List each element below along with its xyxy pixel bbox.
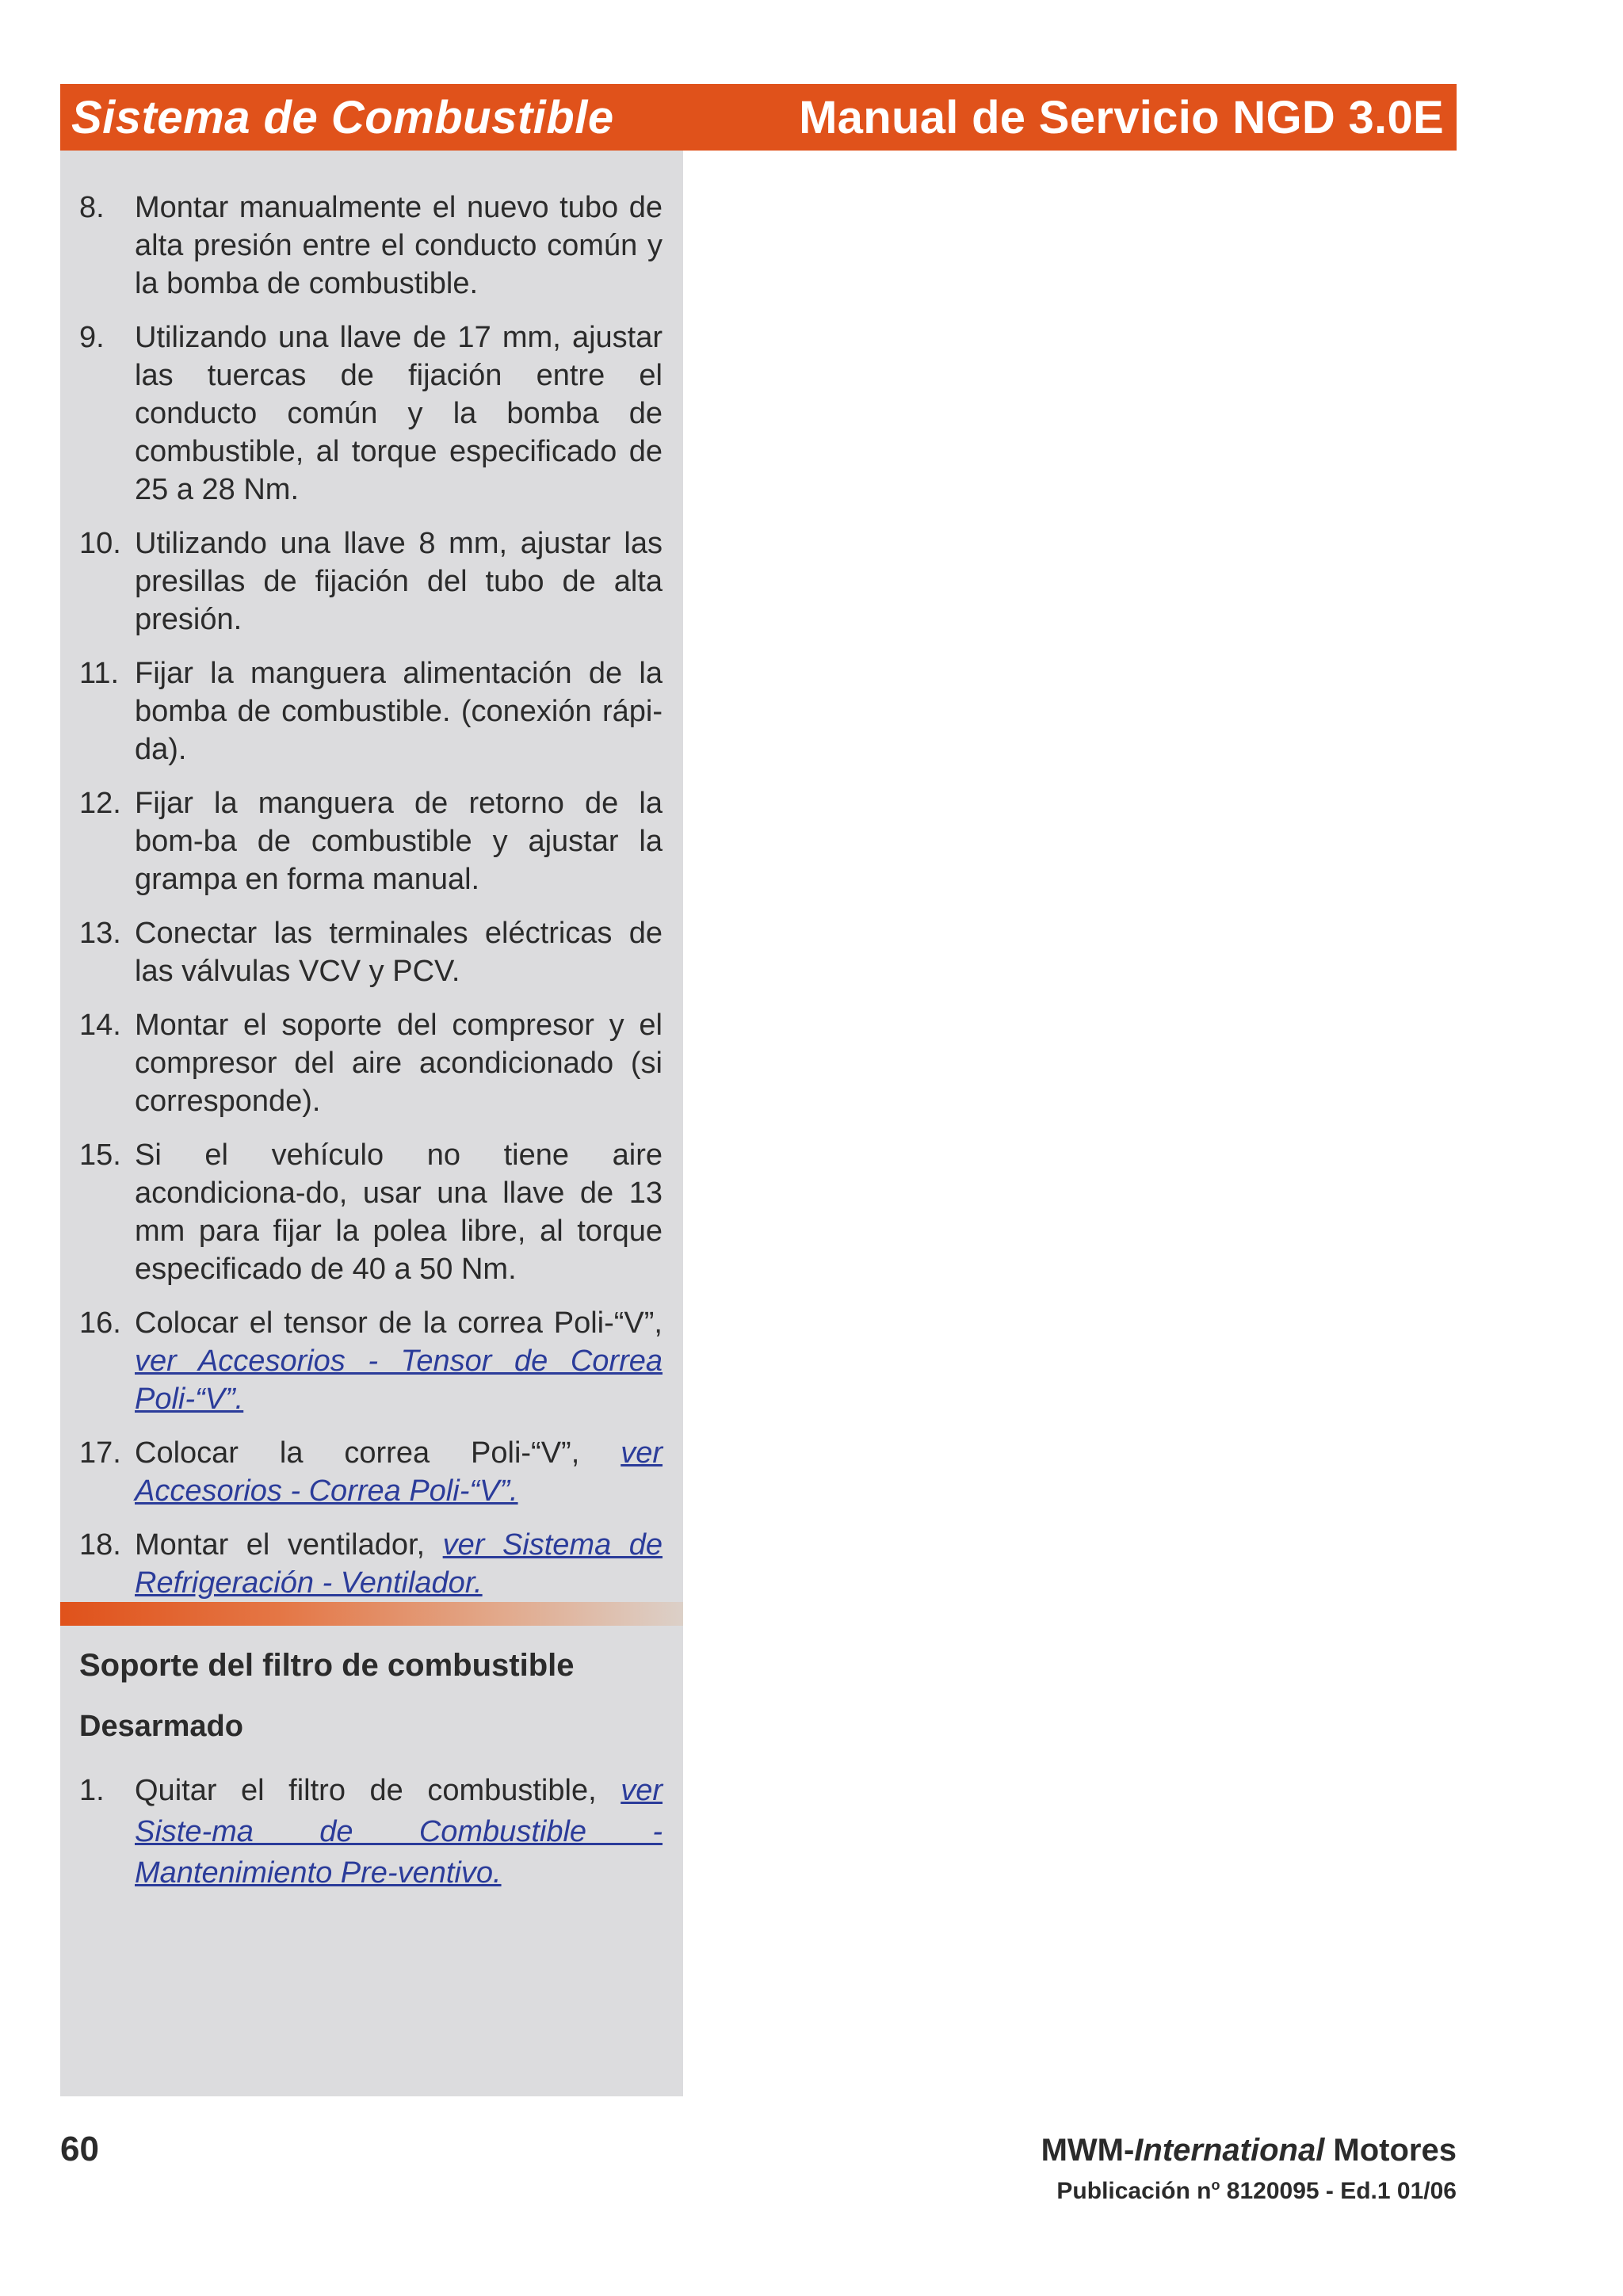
- pub-prefix: Publicación n: [1056, 2178, 1212, 2204]
- step-number: 14.: [79, 1009, 121, 1042]
- step-number: 13.: [79, 917, 121, 950]
- step-text-body: Colocar la correa Poli-“V”,: [135, 1436, 580, 1470]
- cross-reference-link[interactable]: ver Sistema de Refrigeración - Ventilador.: [135, 1528, 663, 1600]
- step-number: 18.: [79, 1528, 121, 1562]
- pub-superscript: o: [1211, 2177, 1220, 2193]
- step-number: 15.: [79, 1138, 121, 1172]
- page-number: 60: [60, 2130, 99, 2168]
- step-number: 17.: [79, 1436, 121, 1470]
- brand-suffix: Motores: [1324, 2133, 1457, 2168]
- list-item: [60, 1526, 683, 1602]
- step-text: Montar manualmente el nuevo tubo de alta presión entre el conducto común y la bomba de combustible.: [135, 191, 663, 300]
- step-text: [135, 1304, 663, 1418]
- list-item: [60, 189, 683, 303]
- section-header-title: Sistema de Combustible: [71, 91, 614, 143]
- step-text: Fijar la manguera alimentación de la bomba de combustible. (conexión rápi-da).: [135, 657, 663, 766]
- list-item: [60, 1304, 683, 1418]
- step-text: Utilizando una llave de 17 mm, ajustar las tuercas de fijación entre el conducto común y la bomba de combustible, al torque especificado de 25 a 28 Nm.: [135, 321, 663, 506]
- manual-title: Manual de Servicio NGD 3.0E: [799, 91, 1444, 143]
- cross-reference-link[interactable]: ver Siste-ma de Combustible - Mantenimiento Pre-ventivo.: [135, 1774, 663, 1890]
- step-number: 12.: [79, 787, 121, 820]
- step-number: 9.: [79, 321, 105, 354]
- list-item: [60, 1006, 683, 1120]
- brand-italic: International: [1134, 2133, 1325, 2168]
- brand-prefix: MWM-: [1041, 2133, 1135, 2168]
- publication-info: [1056, 2177, 1457, 2205]
- step-number: 8.: [79, 191, 105, 224]
- pub-suffix: 8120095 - Ed.1 01/06: [1220, 2178, 1457, 2204]
- step-text: [135, 1434, 663, 1510]
- list-item: [60, 318, 683, 509]
- list-item: [60, 914, 683, 990]
- step-text: Si el vehículo no tiene aire acondiciona-do, usar una llave de 13 mm para fijar la polea libre, al torque especificado de 40 a 50 Nm.: [135, 1138, 663, 1286]
- list-item: [60, 654, 683, 769]
- step-number: 1.: [79, 1774, 105, 1807]
- list-item: [60, 1770, 683, 1894]
- section-subtitle: Desarmado: [79, 1710, 243, 1743]
- step-number: 11.: [79, 657, 120, 690]
- step-text: Montar el soporte del compresor y el compresor del aire acondicionado (si corresponde).: [135, 1009, 663, 1118]
- step-text: [135, 1770, 663, 1894]
- list-item: [60, 1136, 683, 1288]
- step-text-body: Quitar el filtro de combustible,: [135, 1774, 597, 1807]
- page-header: [60, 84, 1457, 151]
- footer-brand: [1041, 2133, 1457, 2168]
- step-text-body: Colocar el tensor de la correa Poli-“V”,: [135, 1306, 663, 1340]
- step-text-body: Montar el ventilador,: [135, 1528, 426, 1562]
- step-text: Utilizando una llave 8 mm, ajustar las presillas de fijación del tubo de alta presión.: [135, 527, 663, 636]
- cross-reference-link[interactable]: ver Accesorios - Tensor de Correa Poli-“V”.: [135, 1344, 663, 1416]
- list-item: [60, 784, 683, 898]
- assembly-steps-list: [60, 189, 683, 1618]
- step-text: Fijar la manguera de retorno de la bom-ba de combustible y ajustar la grampa en forma manual.: [135, 787, 663, 896]
- section-title: Soporte del filtro de combustible: [79, 1648, 575, 1683]
- list-item: [60, 524, 683, 639]
- section-divider: [60, 1602, 683, 1626]
- text-column: [60, 151, 683, 2096]
- list-item: [60, 1434, 683, 1510]
- step-number: 10.: [79, 527, 121, 560]
- disassembly-steps-list: [60, 1770, 683, 1909]
- step-number: 16.: [79, 1306, 121, 1340]
- step-text: Conectar las terminales eléctricas de las válvulas VCV y PCV.: [135, 917, 663, 988]
- step-text: [135, 1526, 663, 1602]
- cross-reference-link[interactable]: ver Accesorios - Correa Poli-“V”.: [135, 1436, 663, 1508]
